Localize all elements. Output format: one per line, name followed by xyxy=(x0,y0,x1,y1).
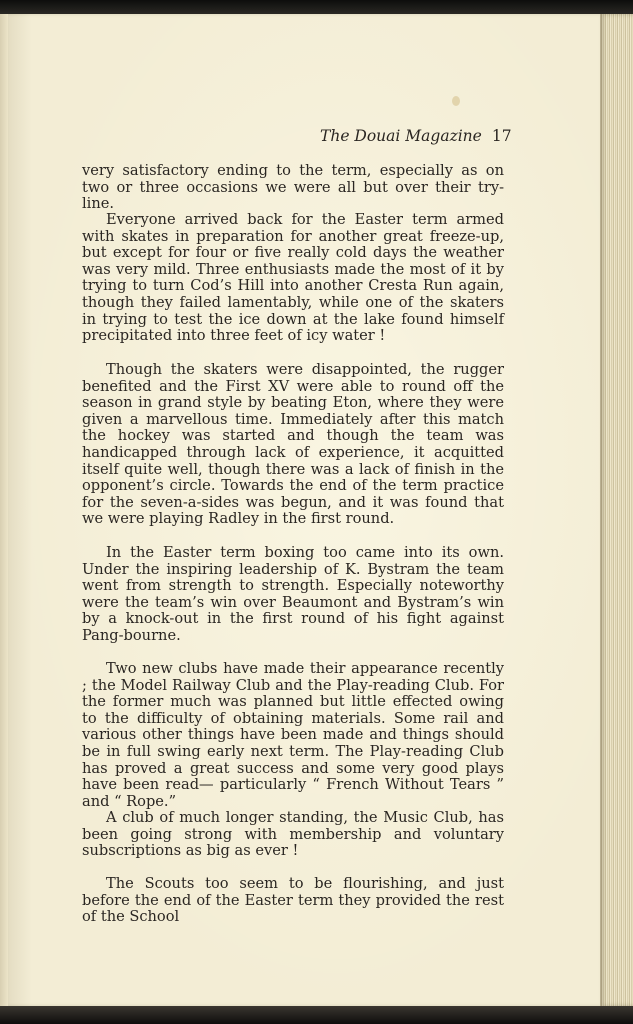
running-head xyxy=(320,127,510,149)
paper-stain xyxy=(452,96,460,106)
paragraph: Two new clubs have made their appearance recently ; the Model Railway Club and the Play-reading Club. For the former much was planned but little effected owing to the difficulty of obtaining materials. Some rail and various other things have been made and things should be in full swing early next term. The Play-reading Club has proved a great success and some very good plays have been read— particularly “ French Without Tears ” and “ Rope.” xyxy=(82,660,504,810)
left-page-strip xyxy=(0,14,8,1006)
page-edges xyxy=(600,14,633,1006)
paragraph: In the Easter term boxing too came into its own. Under the inspiring leadership of K. Bystram the team went from strength to strength. Especially noteworthy were the team’s win over Beaumont and Bystram’s win by a knock-out in the first round of his fight against Pang-bourne. xyxy=(82,544,504,644)
paragraph: The Scouts too seem to be flourishing, and just before the end of the Easter term they provided the rest of the School xyxy=(82,875,504,926)
magazine-title: The Douai Magazine xyxy=(320,127,482,145)
scan-top-edge xyxy=(0,0,633,14)
paragraph: A club of much longer standing, the Music Club, has been going strong with membership and voluntary subscriptions as big as ever ! xyxy=(82,809,504,860)
scan-bottom-edge xyxy=(0,1006,633,1024)
paragraph: Though the skaters were disappointed, the rugger benefited and the First XV were able to round off the season in grand style by beating Eton, where they were given a marvellous time. Immediately after this match the hockey was started and though the team was handicapped through lack of experience, it acquitted itself quite well, though there was a lack of finish in the opponent’s circle. Towards the end of the term practice for the seven-a-sides was begun, and it was found that we were playing Radley in the first round. xyxy=(82,361,504,528)
paragraph: very satisfactory ending to the term, especially as on two or three occasions we were all but over their try-line. xyxy=(82,162,504,213)
paragraph: Everyone arrived back for the Easter term armed with skates in preparation for another great freeze-up, but except for four or five really cold days the weather was very mild. Three enthusiasts made the most of it by trying to turn Cod’s Hill into another Cresta Run again, though they failed lamentably, while one of the skaters in trying to test the ice down at the lake found himself precipitated into three feet of icy water ! xyxy=(82,211,504,345)
page-number: 17 xyxy=(491,127,512,145)
